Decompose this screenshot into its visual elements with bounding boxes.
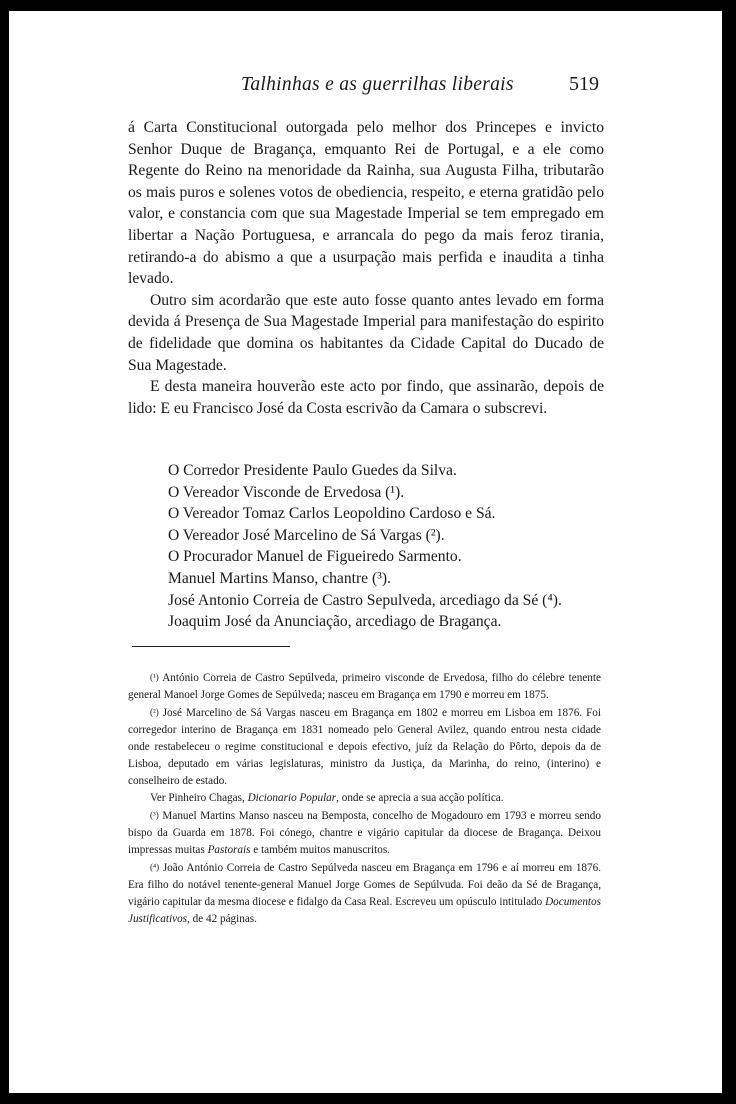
footnote-2-reference (128, 790, 601, 807)
footnote-3 (128, 807, 601, 859)
footnote-1 (128, 669, 601, 704)
reference-text: Ver Pinheiro Chagas, (150, 792, 248, 804)
signature-line: Joaquim José da Anunciação, arcediago de Bragança. (168, 613, 502, 631)
footnote-2 (128, 704, 601, 790)
footnotes (128, 669, 601, 928)
signature-line: O Procurador Manuel de Figueiredo Sarmento. (168, 548, 462, 566)
footnote-text: João António Correia de Castro Sepúlveda nasceu em Bragança em 1796 e aí morreu em 1876. Era filho do notável tenente-general Manuel Jorge Gomes de Sepúlvuda. Foi deão da Sé de Bragança, vigário capitular da mesma diocese e fidalgo da Casa Real. Escreveu um opúsculo intitulado (128, 862, 602, 908)
signature-line: O Corredor Presidente Paulo Guedes da Silva. (168, 462, 457, 479)
signature-line: O Vereador José Marcelino de Sá Vargas (²). (168, 526, 445, 544)
paragraph-2: Outro sim acordarão que este auto fosse quanto antes levado em forma devida á Presença de Sua Magestade Imperial para manifestação do espirito de fidelidade que domina os habitantes da Cidade Capital do Ducado de Sua Magestade. (128, 291, 604, 374)
reference-text: , onde se aprecia a sua acção política. (336, 792, 504, 804)
main-text (128, 117, 604, 419)
book-page (9, 11, 722, 1093)
page-number: 519 (569, 73, 599, 95)
paragraph-3: E desta maneira houverão este acto por findo, que assinarão, depois de lido: E eu Francisco José da Costa escrivão da Camara o subscrevi. (128, 378, 604, 417)
reference-title: Dicionario Popular (247, 792, 337, 804)
footnote-marker: (⁴) (150, 862, 160, 872)
footnote-marker: (¹) (150, 672, 159, 682)
signature-line: José Antonio Correia de Castro Sepulveda, arcediago da Sé (⁴). (168, 591, 562, 609)
signature-line: O Vereador Visconde de Ervedosa (¹). (168, 483, 405, 501)
footnote-title: Pastorais (207, 844, 251, 856)
footnote-marker: (²) (150, 707, 159, 717)
running-title: Talhinhas e as guerrilhas liberais (241, 74, 514, 95)
footnote-text: e também muitos manuscritos. (250, 844, 390, 856)
signature-list (168, 460, 562, 633)
footnote-text: , de 42 páginas. (187, 913, 257, 925)
footnote-marker: (³) (150, 810, 159, 820)
footnote-text: Manuel Martins Manso nasceu na Bemposta, concelho de Mogadouro em 1793 e morreu sendo bispo da Guarda em 1878. Foi cónego, chantre e vigário capitular da diocese de Bragança. Deixou impressas muitas (128, 810, 601, 856)
footnote-divider (132, 646, 290, 647)
footnote-text: António Correia de Castro Sepúlveda, primeiro visconde de Ervedosa, filho do célebre tenente general Manoel Jorge Gomes de Sepúlveda; nasceu em Bragança em 1790 e morreu em 1875. (128, 672, 601, 701)
signature-line: Manuel Martins Manso, chantre (³). (168, 569, 391, 587)
footnote-text: José Marcelino de Sá Vargas nasceu em Bragança em 1802 e morreu em Lisboa em 1876. Foi corregedor interino de Bragança em 1831 nomeado pelo General Avilez, quando entrou nesta cidade onde restabeleceu o regime constitucional e depois efectivo, juíz da Relação do Pôrto, depois da de Lisboa, deputado em várias legislaturas, ministro da Justiça, da Marinha, do reino, (interino) e conselheiro de estado. (128, 707, 601, 787)
paragraph-1: á Carta Constitucional outorgada pelo melhor dos Princepes e invicto Senhor Duque de Bragança, emquanto Rei de Portugal, e a ele como Regente do Reino na menoridade da Rainha, sua Augusta Filha, tributarão os mais puros e solenes votos de obediencia, respeito, e eterna gratidão pelo valor, e constancia com que sua Magestade Imperial se tem empregado em libertar a Nação Portuguesa, e arrancala do pego da mais feroz tirania, retirando-a do abismo a que a usurpação mais perfida e inaudita a tinha levado. (128, 119, 604, 288)
footnote-title: Documentos Justificativos (128, 896, 601, 925)
footnote-4 (128, 859, 601, 928)
signature-line: O Vereador Tomaz Carlos Leopoldino Cardoso e Sá. (168, 505, 496, 523)
